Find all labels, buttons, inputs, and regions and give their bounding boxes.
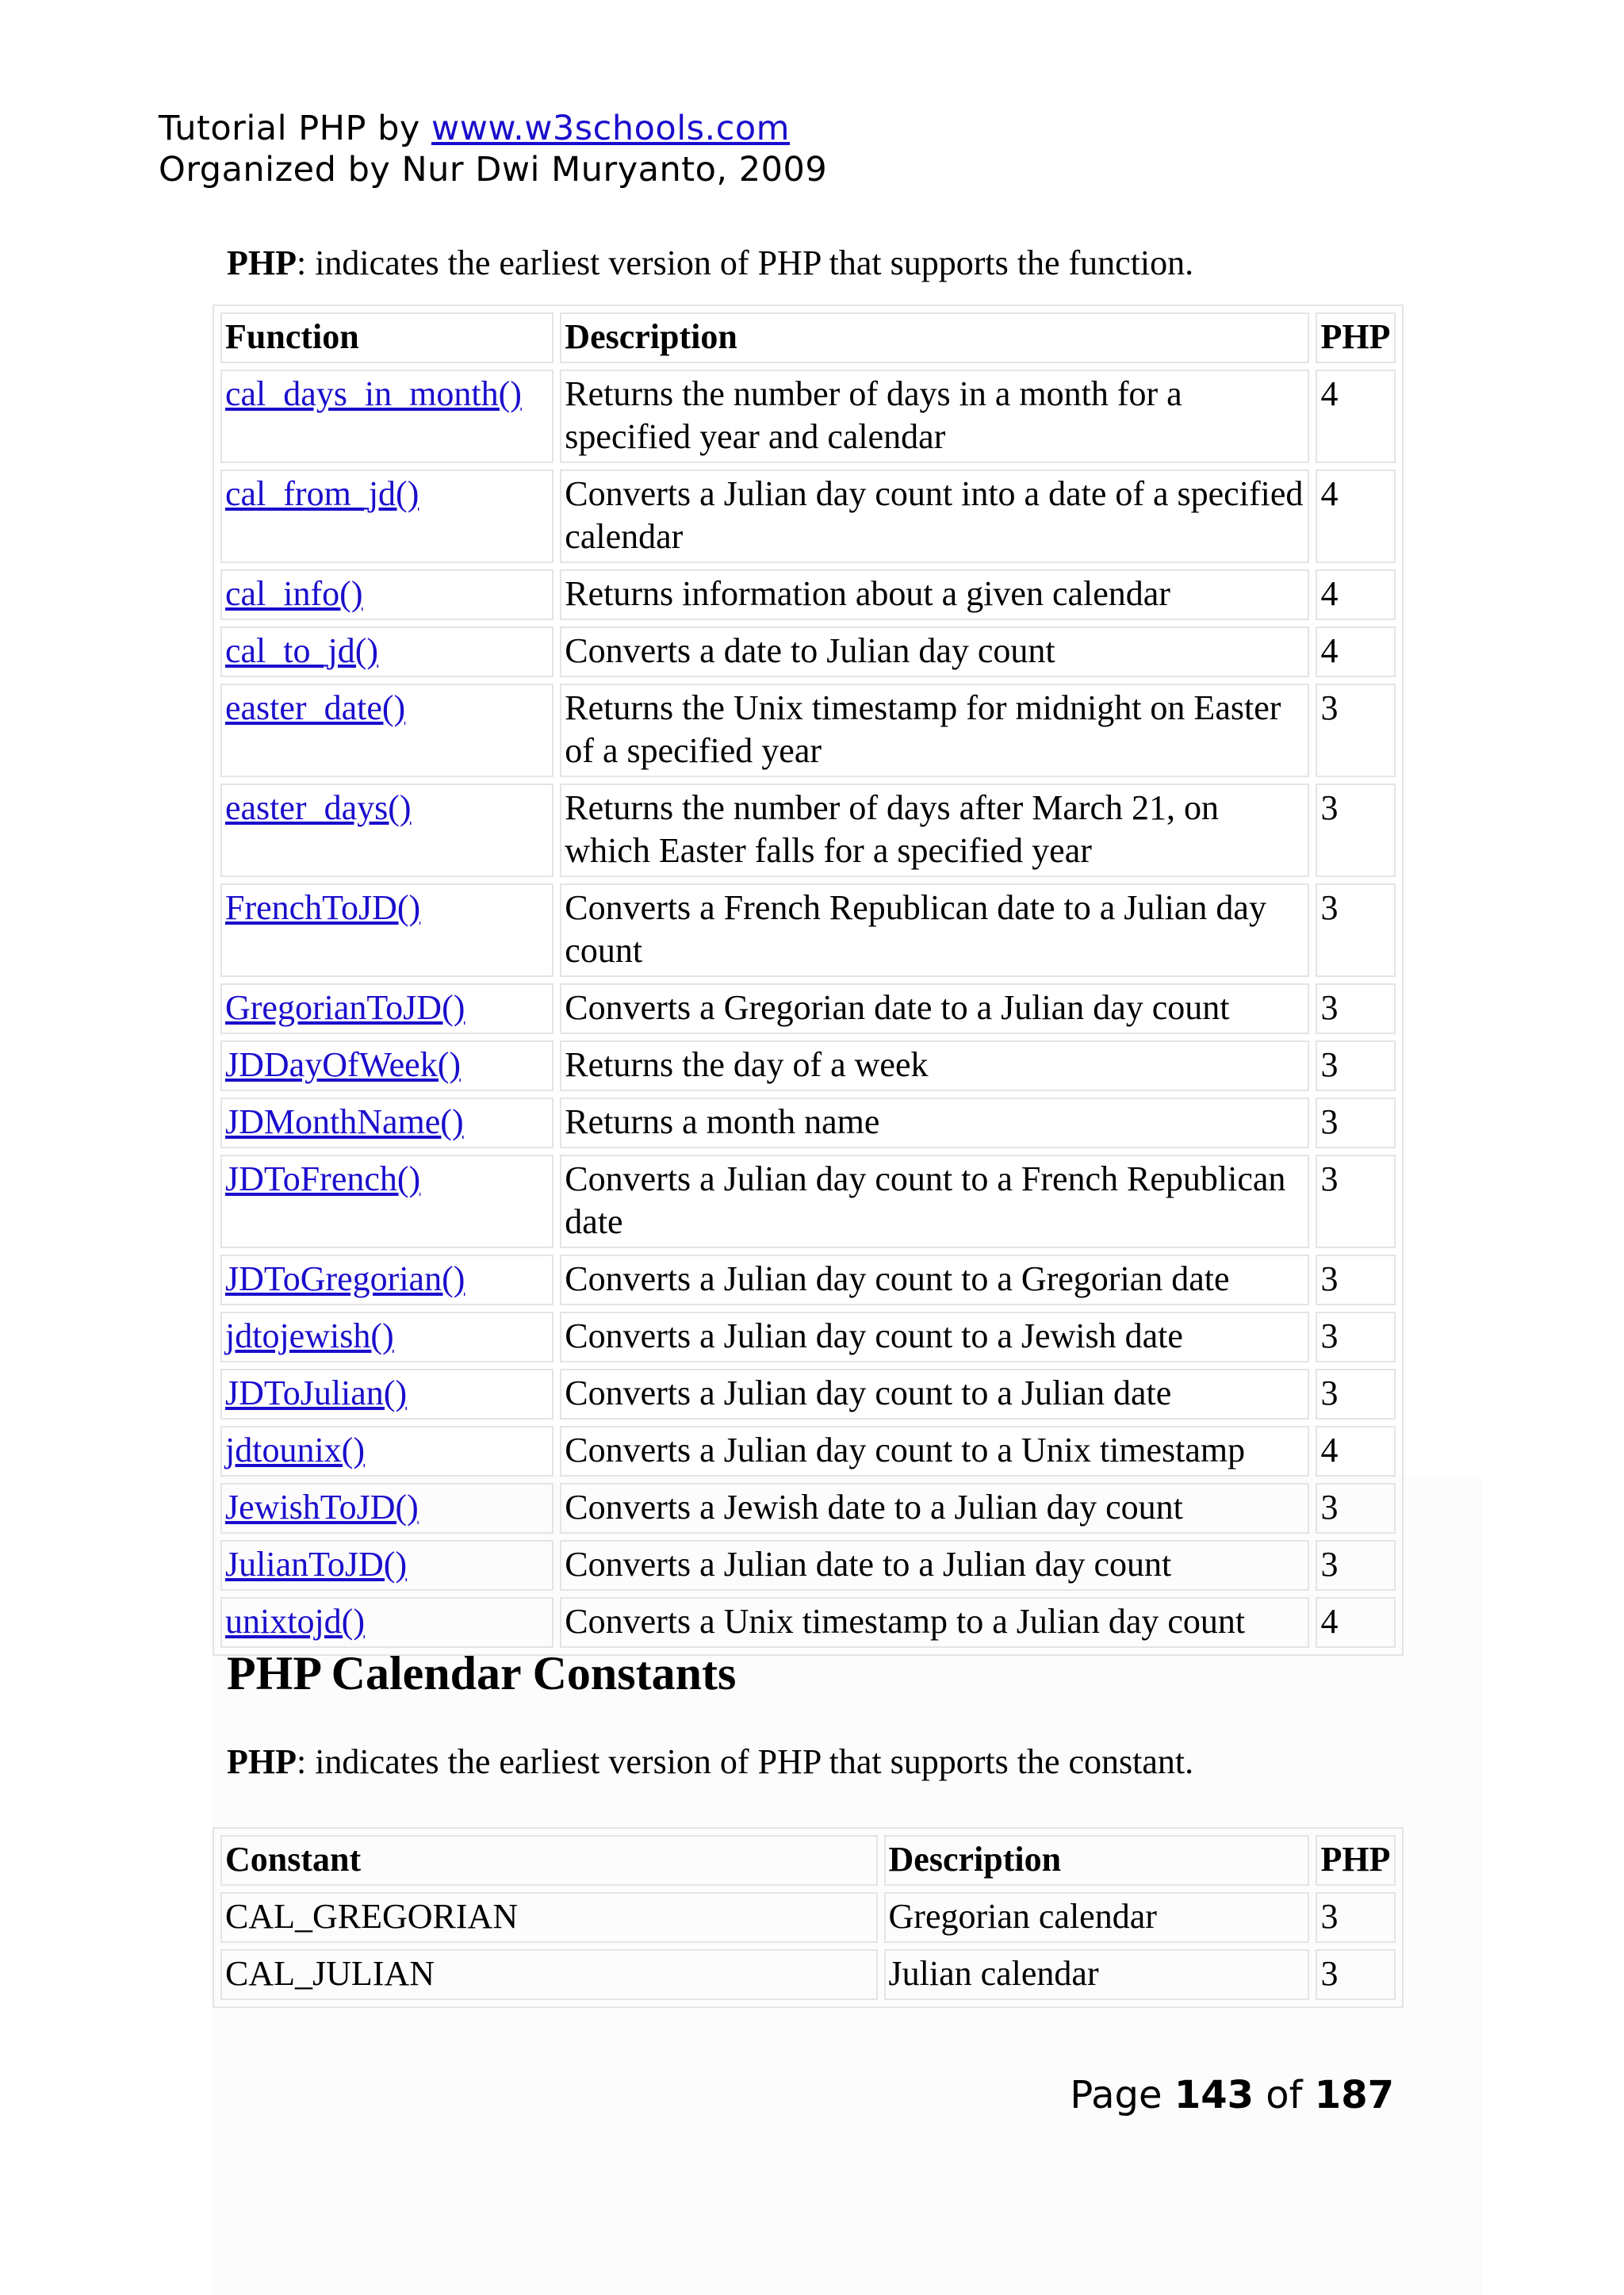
function-link[interactable]: jdtounix() [225,1431,365,1469]
constant-name: CAL_GREGORIAN [220,1892,878,1943]
function-link[interactable]: JewishToJD() [225,1488,419,1527]
function-description: Returns the day of a week [560,1040,1309,1091]
table-row [220,1040,1396,1091]
table-row [220,1597,1396,1648]
constants-note [227,1741,1193,1782]
functions-note-label: PHP [227,243,297,282]
table-row [220,370,1396,463]
function-description: Returns the Unix timestamp for midnight on Easter of a specified year [560,684,1309,777]
w3schools-link[interactable]: www.w3schools.com [431,109,791,148]
page-current: 143 [1174,2073,1254,2117]
function-name-cell [220,1098,553,1148]
function-description: Returns a month name [560,1098,1309,1148]
constants-table [213,1827,1404,2008]
header-constant: Constant [220,1835,878,1886]
page-total: 187 [1314,2073,1394,2117]
table-row [220,1892,1396,1943]
function-php-version: 3 [1316,1040,1396,1091]
function-name-cell [220,1369,553,1420]
function-link[interactable]: JDToJulian() [225,1374,408,1412]
function-name-cell [220,784,553,877]
header-prefix: Tutorial PHP by [159,109,432,148]
function-php-version: 3 [1316,784,1396,877]
function-name-cell [220,469,553,563]
function-description: Converts a Julian day count to a Unix timestamp [560,1426,1309,1477]
header-constant-php: PHP [1316,1835,1396,1886]
function-php-version: 3 [1316,983,1396,1034]
constants-table-body [220,1892,1396,2000]
function-description: Converts a Julian day count into a date of a specified calendar [560,469,1309,563]
function-name-cell [220,1597,553,1648]
function-php-version: 4 [1316,1426,1396,1477]
function-description: Converts a Julian day count to a French Republican date [560,1155,1309,1248]
function-name-cell [220,1426,553,1477]
function-name-cell [220,684,553,777]
function-php-version: 4 [1316,569,1396,620]
constant-php-version: 3 [1316,1892,1396,1943]
function-link[interactable]: unixtojd() [225,1602,365,1641]
function-description: Returns the number of days in a month for a specified year and calendar [560,370,1309,463]
table-row [220,1312,1396,1362]
function-link[interactable]: FrenchToJD() [225,888,421,927]
function-link[interactable]: jdtojewish() [225,1316,394,1355]
function-description: Returns the number of days after March 21, on which Easter falls for a specified year [560,784,1309,877]
function-description: Converts a Julian day count to a Julian date [560,1369,1309,1420]
table-row [220,469,1396,563]
function-name-cell [220,1040,553,1091]
function-php-version: 4 [1316,469,1396,563]
function-description: Converts a Julian day count to a Jewish date [560,1312,1309,1362]
function-link[interactable]: cal_info() [225,574,363,613]
function-link[interactable]: JDToGregorian() [225,1259,465,1298]
functions-note-text: : indicates the earliest version of PHP that supports the function. [296,243,1194,282]
table-row [220,883,1396,977]
function-description: Converts a Julian date to a Julian day count [560,1540,1309,1591]
table-row [220,1540,1396,1591]
function-name-cell [220,370,553,463]
function-name-cell [220,1483,553,1534]
table-row [220,1426,1396,1477]
function-php-version: 3 [1316,1369,1396,1420]
function-link[interactable]: JDMonthName() [225,1102,464,1141]
function-name-cell [220,883,553,977]
function-php-version: 3 [1316,1312,1396,1362]
table-row [220,1255,1396,1305]
header-function: Function [220,312,553,363]
table-row [220,1155,1396,1248]
table-row [220,1483,1396,1534]
function-link[interactable]: easter_days() [225,788,412,827]
function-link[interactable]: cal_from_jd() [225,474,419,513]
function-description: Converts a Gregorian date to a Julian day count [560,983,1309,1034]
document-header [159,108,827,190]
function-name-cell [220,1155,553,1248]
function-name-cell [220,983,553,1034]
function-link[interactable]: cal_to_jd() [225,631,379,670]
functions-table-body [220,370,1396,1648]
function-description: Converts a Unix timestamp to a Julian day count [560,1597,1309,1648]
header-line-2: Organized by Nur Dwi Muryanto, 2009 [159,150,828,190]
function-php-version: 4 [1316,626,1396,677]
header-line-1 [159,108,827,149]
functions-table-header-row [220,312,1396,363]
constants-section-title: PHP Calendar Constants [227,1647,737,1699]
function-link[interactable]: cal_days_in_month() [225,374,522,413]
function-php-version: 3 [1316,1098,1396,1148]
constant-php-version: 3 [1316,1949,1396,2000]
table-row [220,1098,1396,1148]
table-row [220,684,1396,777]
function-description: Converts a Julian day count to a Gregorian date [560,1255,1309,1305]
table-row [220,784,1396,877]
functions-table [213,305,1404,1656]
header-description: Description [560,312,1309,363]
page-number [1070,2073,1394,2117]
constant-description: Gregorian calendar [884,1892,1310,1943]
constant-name: CAL_JULIAN [220,1949,878,2000]
table-row [220,626,1396,677]
function-link[interactable]: JDToFrench() [225,1159,421,1198]
constants-table-header-row [220,1835,1396,1886]
function-php-version: 3 [1316,883,1396,977]
constant-description: Julian calendar [884,1949,1310,2000]
function-name-cell [220,569,553,620]
functions-note [227,243,1193,283]
function-description: Returns information about a given calendar [560,569,1309,620]
function-php-version: 4 [1316,370,1396,463]
function-name-cell [220,1540,553,1591]
function-php-version: 3 [1316,1483,1396,1534]
function-php-version: 3 [1316,1255,1396,1305]
table-row [220,569,1396,620]
function-description: Converts a French Republican date to a Julian day count [560,883,1309,977]
function-description: Converts a Jewish date to a Julian day count [560,1483,1309,1534]
table-row [220,1369,1396,1420]
function-php-version: 3 [1316,1155,1396,1248]
function-php-version: 3 [1316,684,1396,777]
constants-note-text: : indicates the earliest version of PHP that supports the constant. [296,1742,1194,1781]
function-link[interactable]: JulianToJD() [225,1545,408,1584]
function-link[interactable]: easter_date() [225,688,406,727]
function-php-version: 3 [1316,1540,1396,1591]
header-constant-description: Description [884,1835,1310,1886]
table-row [220,983,1396,1034]
function-link[interactable]: GregorianToJD() [225,988,465,1027]
function-name-cell [220,1255,553,1305]
table-row [220,1949,1396,2000]
function-php-version: 4 [1316,1597,1396,1648]
page-word: Page [1070,2073,1174,2117]
of-word: of [1254,2073,1315,2117]
function-description: Converts a date to Julian day count [560,626,1309,677]
constants-note-label: PHP [227,1742,297,1781]
function-name-cell [220,1312,553,1362]
header-php: PHP [1316,312,1396,363]
function-name-cell [220,626,553,677]
function-link[interactable]: JDDayOfWeek() [225,1045,461,1084]
